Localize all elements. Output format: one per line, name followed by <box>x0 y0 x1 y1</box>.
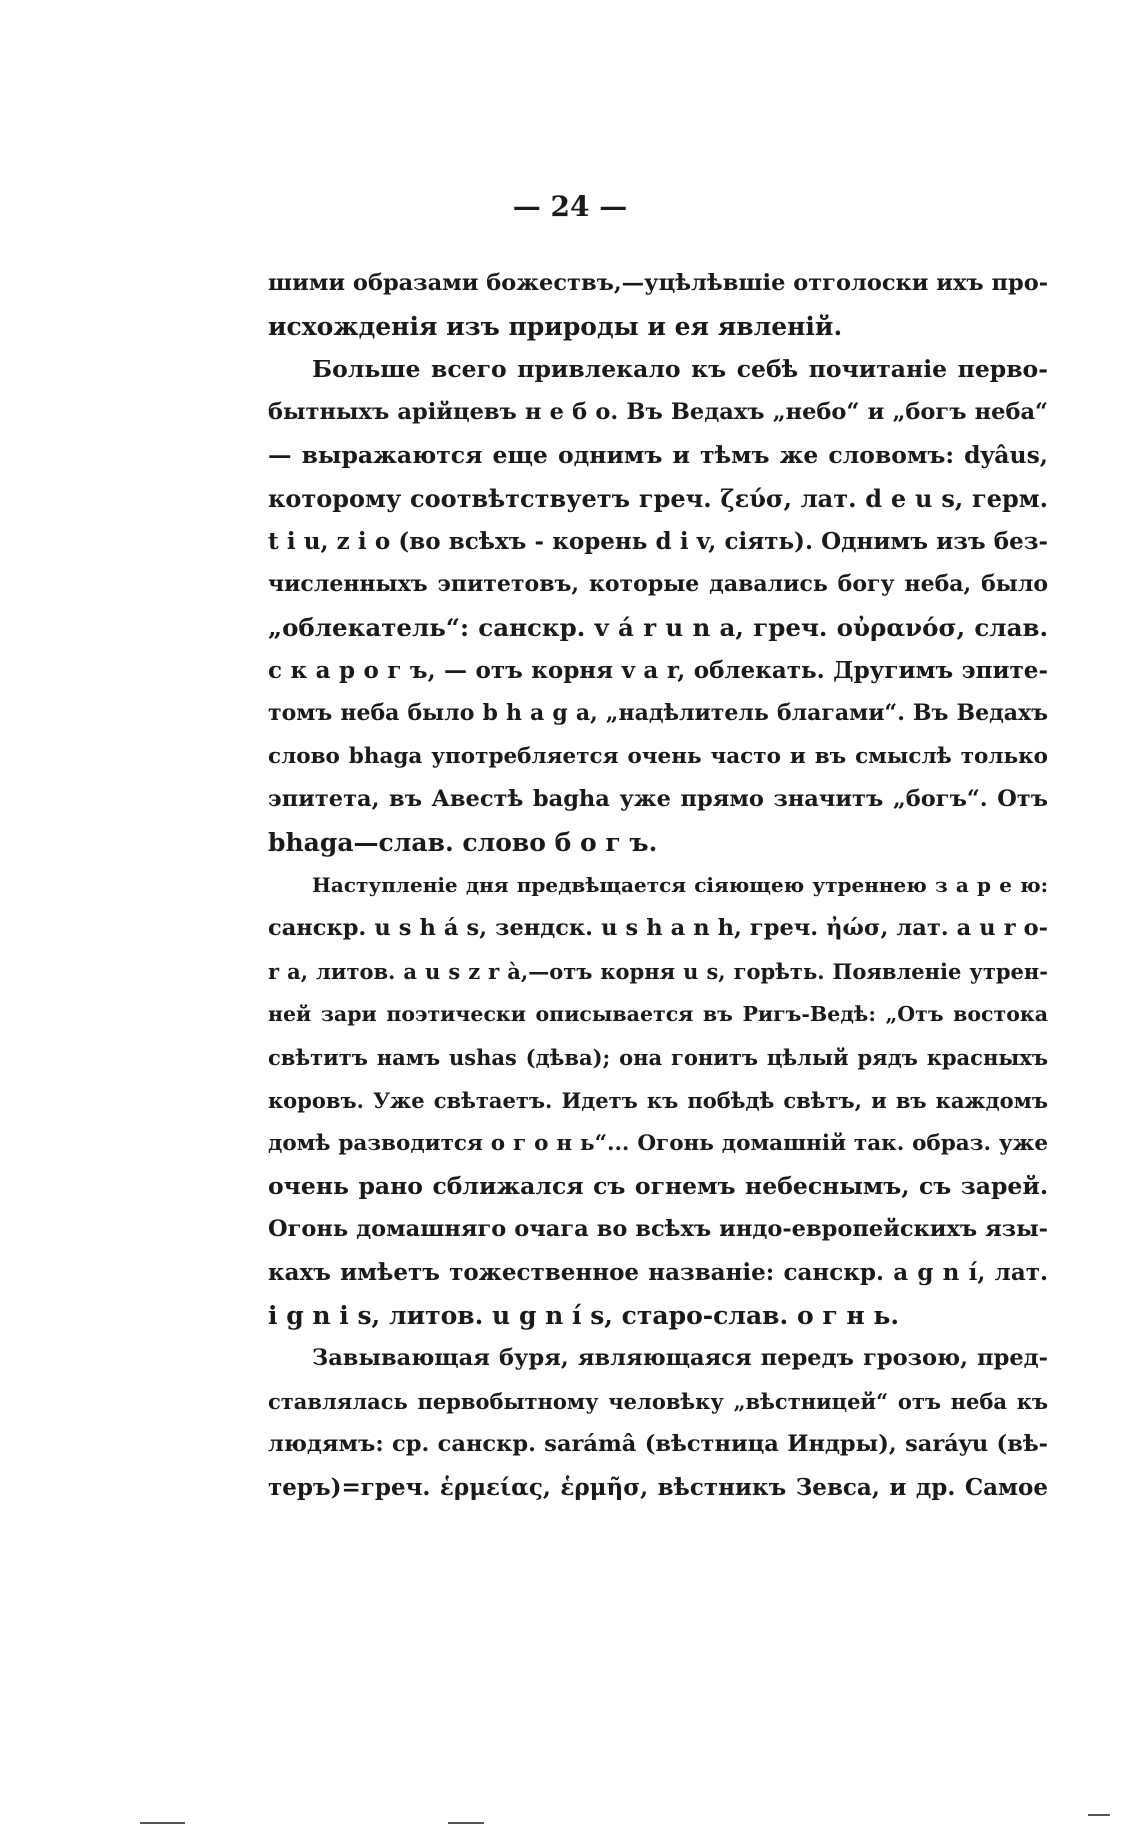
text-line: очень рано сближался съ огнемъ небеснымъ, съ зарей. <box>268 1172 1048 1200</box>
text-line: r a, литов. a u s z r à,—отъ корня u s, горѣть. Появленіе утрен- <box>268 959 1048 984</box>
text-line: „облекатель“: санскр. v á r u n a, греч. οὐρανόσ, слав. <box>268 613 1048 642</box>
text-line: ставлялась первобытному человѣку „вѣстницей“ отъ неба къ <box>268 1389 1048 1414</box>
text-line: ней зари поэтически описывается въ Ригъ-Ведѣ: „Отъ востока <box>268 1002 1048 1026</box>
scan-artifact <box>1088 1814 1110 1816</box>
text-line: коровъ. Уже свѣтаетъ. Идетъ къ побѣдѣ свѣтъ, и въ каждомъ <box>268 1088 1048 1113</box>
text-line: Больше всего привлекало къ себѣ почитаніе перво- <box>312 355 1048 383</box>
text-line: томъ неба было b h a g a, „надѣлитель благами“. Въ Ведахъ <box>268 700 1048 726</box>
scan-artifact <box>140 1822 185 1824</box>
text-line: — выражаются еще однимъ и тѣмъ же словомъ: dyâus, <box>268 441 1048 469</box>
text-line: численныхъ эпитетовъ, которые давались богу неба, было <box>268 571 1048 597</box>
text-line: эпитета, въ Авестѣ bagha уже прямо значитъ „богъ“. Отъ <box>268 786 1048 812</box>
body-text <box>268 262 1048 1509</box>
text-line: исхожденія изъ природы и ея явленій. <box>268 312 843 341</box>
text-line: слово bhaga употребляется очень часто и въ смыслѣ только <box>268 744 1048 769</box>
text-line: Огонь домашняго очага во всѣхъ индо-европейскихъ язы- <box>268 1216 1048 1242</box>
text-line: кахъ имѣетъ тожественное названіе: санскр. a g n í, лат. <box>268 1259 1048 1286</box>
text-line: бытныхъ арійцевъ н е б о. Въ Ведахъ „небо“ и „богъ неба“ <box>268 399 1048 425</box>
text-line: i g n i s, литов. u g n í s, старо-слав. о г н ь. <box>268 1301 900 1330</box>
text-line: Завывающая буря, являющаяся передъ грозою, пред- <box>312 1345 1048 1371</box>
page-number: — 24 — <box>512 190 628 223</box>
text-line: которому соотвѣтствуетъ греч. ζεύσ, лат. d e u s, герм. <box>268 484 1048 513</box>
text-line: с к а р о г ъ, — отъ корня v a r, облекать. Другимъ эпите- <box>268 657 1048 684</box>
text-line: теръ)=греч. ἑρμείας, ἑρμῆσ, вѣстникъ Зевса, и др. Самое <box>268 1474 1048 1501</box>
text-line: свѣтитъ намъ ushas (дѣва); она гонитъ цѣлый рядъ красныхъ <box>268 1045 1048 1070</box>
text-line: bhaga—слав. слово б о г ъ. <box>268 828 658 857</box>
text-line: санскр. u s h á s, зендск. u s h a n h, греч. ἠώσ, лат. a u r o- <box>268 915 1048 941</box>
text-line: людямъ: ср. санскр. sarámâ (вѣстница Индры), saráyu (вѣ- <box>268 1431 1048 1457</box>
text-line: домѣ разводится о г о н ь“... Огонь домашній так. образ. уже <box>268 1131 1048 1156</box>
text-line: t i u, z i o (во всѣхъ - корень d i v, сіять). Однимъ изъ без- <box>268 528 1048 555</box>
scan-artifact <box>448 1822 484 1824</box>
text-line: Наступленіе дня предвѣщается сіяющею утреннею з а р е ю: <box>312 873 1048 897</box>
text-line: шими образами божествъ,—уцѣлѣвшіе отголоски ихъ про- <box>268 270 1049 296</box>
